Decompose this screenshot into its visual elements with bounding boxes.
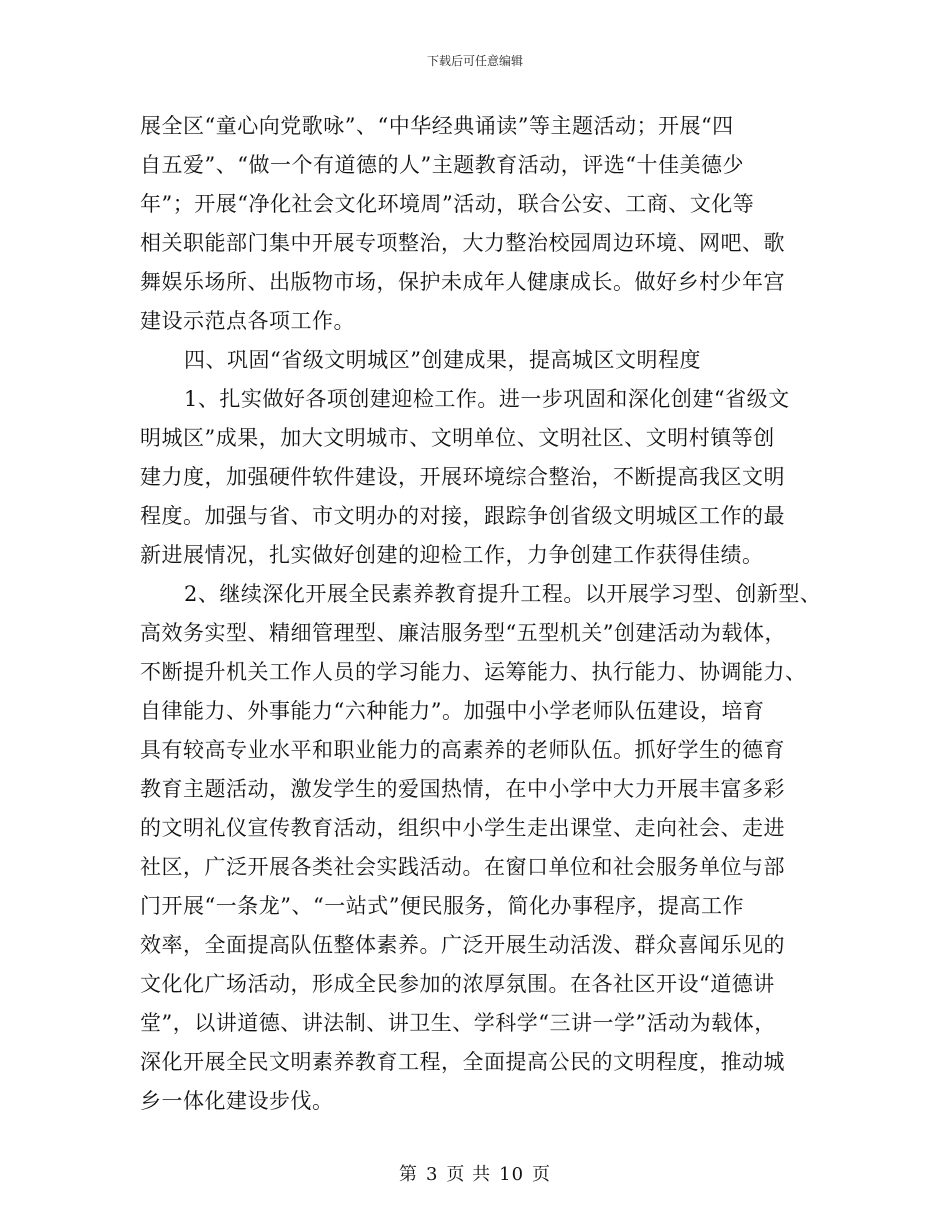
document-body [140, 107, 830, 1121]
paragraph-line: 社区，广泛开展各类社会实践活动。在窗口单位和社会服务单位与部 [140, 855, 785, 879]
total-pages-number: 10 [499, 1164, 525, 1185]
paragraph-line: 建力度，加强硬件软件建设，开展环境综合整治，不断提高我区文明 [140, 465, 785, 489]
paragraph-line: 堂”，以讲道德、讲法制、讲卫生、学科学“三讲一学”活动为载体， [140, 1011, 776, 1035]
paragraph-line: 新进展情况，扎实做好创建的迎检工作，力争创建工作获得佳绩。 [140, 543, 764, 567]
page-footer [0, 1160, 950, 1186]
paragraph-line: 乡一体化建设步伐。 [140, 1089, 334, 1113]
paragraph-line: 舞娱乐场所、出版物市场，保护未成年人健康成长。做好乡村少年宫 [140, 270, 785, 294]
paragraph-line: 明城区”成果，加大文明城市、文明单位、文明社区、文明村镇等创 [140, 426, 775, 450]
paragraph-line: 展全区“童心向党歌咏”、“中华经典诵读”等主题活动；开展“四 [140, 114, 734, 138]
paragraph-line: 相关职能部门集中开展专项整治，大力整治校园周边环境、网吧、歌 [140, 231, 785, 255]
paragraph-line: 年”；开展“净化社会文化环境周”活动，联合公安、工商、文化等 [140, 192, 755, 216]
paragraph-line: 高效务实型、精细管理型、廉洁服务型“五型机关”创建活动为载体， [140, 621, 786, 645]
paragraph-line: 教育主题活动，激发学生的爱国热情，在中小学中大力开展丰富多彩 [140, 777, 785, 801]
paragraph-line: 建设示范点各项工作。 [140, 309, 355, 333]
paragraph-line: 自律能力、外事能力“六种能力”。加强中小学老师队伍建设，培育 [140, 699, 765, 723]
paragraph-line: 程度。加强与省、市文明办的对接，跟踪争创省级文明城区工作的最 [140, 504, 785, 528]
current-page-number: 3 [425, 1164, 439, 1185]
footer-prefix: 第 [398, 1164, 418, 1185]
paragraph-line: 门开展“一条龙”、“一站式”便民服务，简化办事程序，提高工作 [140, 894, 744, 918]
footer-middle: 页 共 [446, 1164, 492, 1185]
paragraph-line: 1、扎实做好各项创建迎检工作。进一步巩固和深化创建“省级文 [184, 387, 790, 411]
paragraph-line: 文化化广场活动，形成全民参加的浓厚氛围。在各社区开设“道德讲 [140, 972, 775, 996]
footer-suffix: 页 [532, 1164, 552, 1185]
header-note: 下载后可任意编辑 [426, 54, 523, 68]
paragraph-line: 不断提升机关工作人员的学习能力、运筹能力、执行能力、协调能力、 [140, 660, 807, 684]
paragraph-line: 自五爱”、“做一个有道德的人”主题教育活动，评选“十佳美德少 [140, 153, 744, 177]
paragraph-line: 效率，全面提高队伍整体素养。广泛开展生动活泼、群众喜闻乐见的 [140, 933, 785, 957]
paragraph-line: 深化开展全民文明素养教育工程，全面提高公民的文明程度，推动城 [140, 1050, 785, 1074]
section-heading: 四、巩固“省级文明城区”创建成果，提高城区文明程度 [184, 348, 701, 372]
paragraph-line: 2、继续深化开展全民素养教育提升工程。以开展学习型、创新型、 [184, 582, 822, 606]
paragraph-line: 的文明礼仪宣传教育活动，组织中小学生走出课堂、走向社会、走进 [140, 816, 785, 840]
paragraph-line: 具有较高专业水平和职业能力的高素养的老师队伍。抓好学生的德育 [140, 738, 785, 762]
